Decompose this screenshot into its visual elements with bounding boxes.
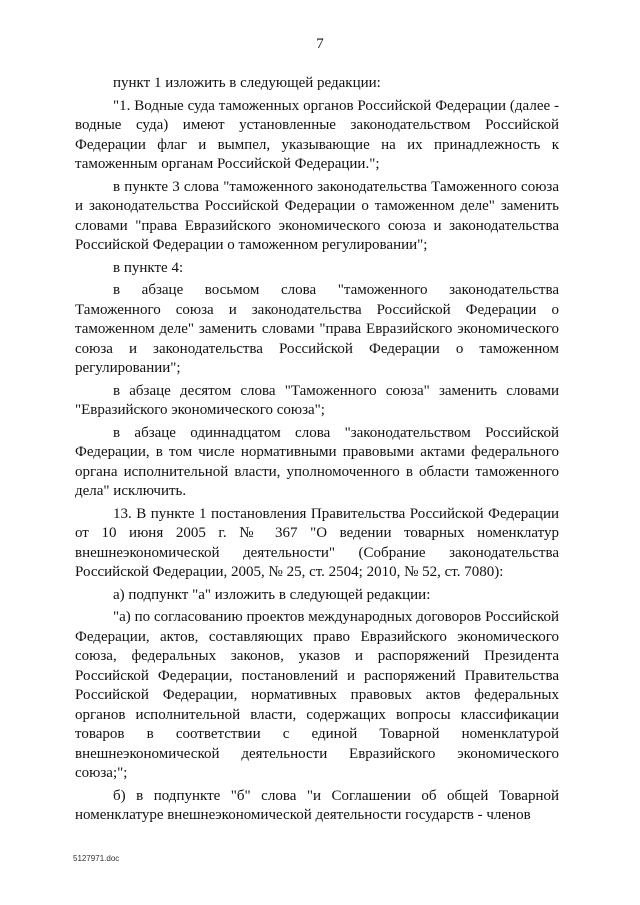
paragraph: в абзаце одиннадцатом слова "законодательством Российской Федерации, в том числе нормативными правовыми актами федерального органа исполнительной власти, уполномоченного в области таможенного дела" исключить. (75, 424, 559, 499)
paragraph: б) в подпункте "б" слова "и Соглашении об общей Товарной номенклатуре внешнеэкономической деятельности государств - членов (75, 787, 559, 823)
paragraph: пункт 1 изложить в следующей редакции: (113, 75, 381, 91)
paragraph: а) подпункт "а" изложить в следующей редакции: (113, 586, 431, 603)
paragraph: "1. Водные суда таможенных органов Российской Федерации (далее - водные суда) имеют установленные законодательством Российской Федерации флаг и вымпел, указывающие на их принадлежность к таможенным органам Российской Федерации."; (75, 97, 559, 172)
footer-document-code: 5127971.doc (73, 854, 120, 863)
paragraph: "а) по согласованию проектов международных договоров Российской Федерации, актов, составляющих право Евразийского экономического союза, федеральных законов, указов и распоряжений Президента Российской Федерации, постановлений и распоряжений Правительства Российской Федерации, нормативных правовых актов федеральных органов исполнительной власти, содержащих вопросы классификации товаров в соответствии с единой Товарной номенклатурой внешнеэкономической деятельности Евразийского экономического союза;"; (75, 609, 559, 781)
paragraph: 13. В пункте 1 постановления Правительства Российской Федерации от 10 июня 2005 г. № 367 "О ведении товарных номенклатур внешнеэкономической деятельности" (Собрание законодательства Российской Федерации, 2005, № 25, ст. 2504; 2010, № 52, ст. 7080): (75, 505, 559, 580)
paragraph: в абзаце восьмом слова "таможенного законодательства Таможенного союза и законодательства Российской Федерации о таможенном деле" заменить словами "права Евразийского экономического союза и законодательства Российской Федерации о таможенном регулировании"; (75, 282, 559, 376)
paragraph: в абзаце десятом слова "Таможенного союза" заменить словами "Евразийского экономического союза"; (75, 382, 559, 418)
paragraph: в пункте 3 слова "таможенного законодательства Таможенного союза и законодательства Российской Федерации о таможенном деле" заменить словами "права Евразийского экономического союза и законодательства Российской Федерации о таможенном регулировании"; (75, 178, 559, 253)
document-body (75, 74, 559, 829)
paragraph: в пункте 4: (113, 259, 184, 276)
page-number: 7 (316, 36, 324, 52)
